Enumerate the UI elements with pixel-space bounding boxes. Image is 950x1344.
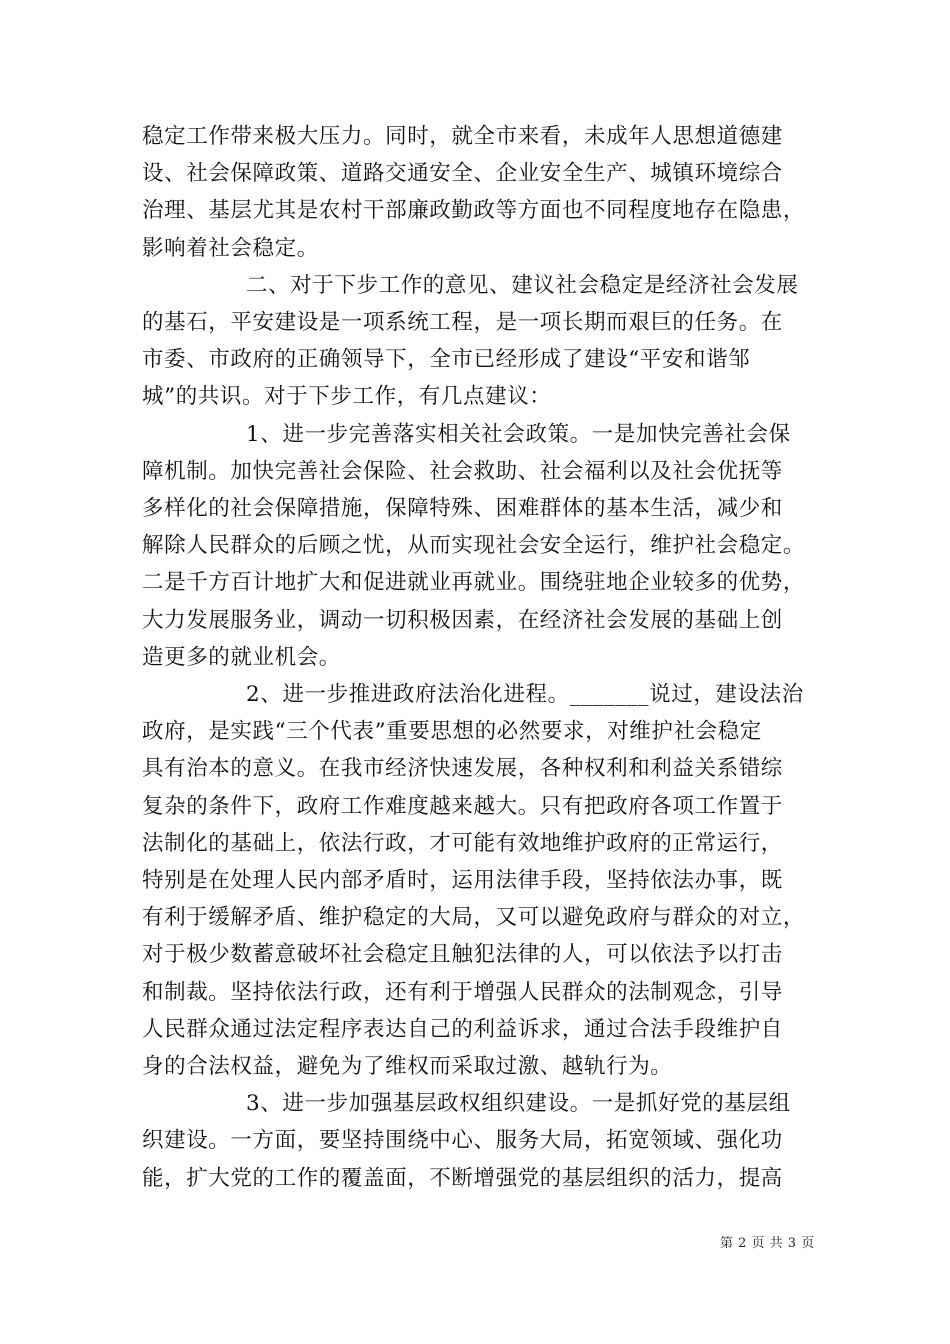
text-line: 复杂的条件下，政府工作难度越来越大。只有把政府各项工作置于 bbox=[142, 793, 783, 819]
text-line: 稳定工作带来极大压力。同时，就全市来看，未成年人思想道德建 bbox=[142, 124, 783, 149]
text-line: 具有治本的意义。在我市经济快速发展，各种权利和利益关系错综 bbox=[142, 756, 783, 782]
text-line: 织建设。一方面，要坚持围绕中心、服务大局，拓宽领域、强化功 bbox=[142, 1128, 783, 1154]
text-line: 造更多的就业机会。 bbox=[142, 644, 341, 670]
text-line: 特别是在处理人民内部矛盾时，运用法律手段，坚持依法办事，既 bbox=[142, 868, 783, 894]
paragraph bbox=[142, 1085, 814, 1197]
text-line: 解除人民群众的后顾之忧，从而实现社会安全运行，维护社会稳定。 bbox=[142, 533, 806, 559]
page-footer: 第 2 页 共 3 页 bbox=[720, 1236, 815, 1251]
text-line: 身的合法权益，避免为了维权而采取过激、越轨行为。 bbox=[142, 1054, 673, 1080]
text-line: 设、社会保障政策、道路交通安全、企业安全生产、城镇环境综合 bbox=[142, 161, 783, 187]
text-line: 人民群众通过法定程序表达自己的利益诉求，通过合法手段维护自 bbox=[142, 1016, 783, 1042]
text-line: 影响着社会稳定。 bbox=[142, 235, 319, 261]
text-line: 对于极少数蓄意破坏社会稳定且触犯法律的人，可以依法予以打击 bbox=[142, 942, 783, 968]
text-line: 法制化的基础上，依法行政，才可能有效地维护政府的正常运行， bbox=[142, 830, 783, 856]
body-text bbox=[142, 118, 814, 1197]
text-line: 市委、市政府的正确领导下，全市已经形成了建设“平安和谐邹 bbox=[142, 347, 751, 373]
text-line: 有利于缓解矛盾、维护稳定的大局，又可以避免政府与群众的对立， bbox=[142, 905, 806, 931]
text-line: 治理、基层尤其是农村干部廉政勤政等方面也不同程度地存在隐患， bbox=[142, 198, 806, 224]
paragraph bbox=[142, 676, 814, 1085]
paragraph bbox=[142, 118, 814, 267]
text-line: 二、对于下步工作的意见、建议社会稳定是经济社会发展 bbox=[246, 272, 799, 298]
text-line: 3、进一步加强基层政权组织建设。一是抓好党的基层组 bbox=[246, 1091, 791, 1117]
text-line: 城”的共识。对于下步工作，有几点建议： bbox=[142, 384, 552, 410]
text-line: 能，扩大党的工作的覆盖面，不断增强党的基层组织的活力，提高 bbox=[142, 1165, 783, 1191]
text-line: 和制裁。坚持依法行政，还有利于增强人民群众的法制观念，引导 bbox=[142, 979, 783, 1005]
paragraph bbox=[142, 416, 814, 676]
text-line: 大力发展服务业，调动一切积极因素，在经济社会发展的基础上创 bbox=[142, 607, 783, 633]
text-line: 1、进一步完善落实相关社会政策。一是加快完善社会保 bbox=[246, 421, 791, 447]
text-line: 二是千方百计地扩大和促进就业再就业。围绕驻地企业较多的优势， bbox=[142, 570, 806, 596]
text-line: 的基石，平安建设是一项系统工程，是一项长期而艰巨的任务。在 bbox=[142, 310, 783, 336]
text-line: 障机制。加快完善社会保险、社会救助、社会福利以及社会优抚等 bbox=[142, 458, 783, 484]
paragraph bbox=[142, 267, 814, 416]
text-line: 政府，是实践“三个代表”重要思想的必然要求，对维护社会稳定 bbox=[142, 719, 762, 745]
text-line: 多样化的社会保障措施，保障特殊、困难群体的基本生活，减少和 bbox=[142, 496, 783, 522]
text-line: 2、进一步推进政府法治化进程。_______说过，建设法治 bbox=[246, 682, 804, 708]
